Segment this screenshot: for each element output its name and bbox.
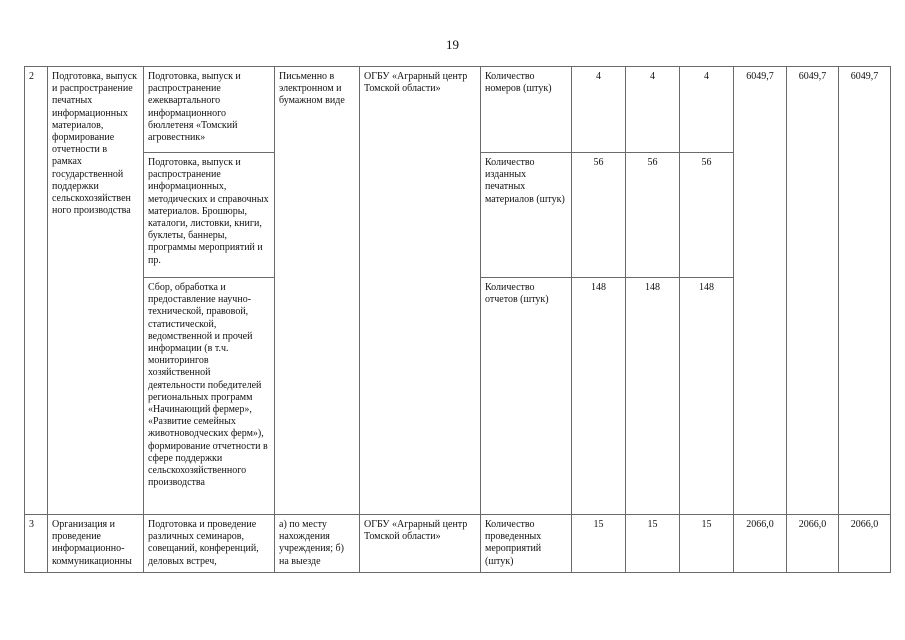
executor-cell: ОГБУ «Аграрный центр Томской области»: [360, 67, 481, 515]
value-cell: 148: [572, 278, 626, 515]
funding-cell: 2066,0: [787, 515, 839, 573]
value-cell: 148: [680, 278, 734, 515]
value-cell: 15: [572, 515, 626, 573]
funding-cell: 2066,0: [734, 515, 787, 573]
table-row: [25, 515, 891, 573]
indicator-cell: Количество отчетов (штук): [481, 278, 572, 515]
value-cell: 56: [572, 153, 626, 278]
indicator-cell: Количество номеров (штук): [481, 67, 572, 153]
program-table: [24, 66, 891, 573]
value-cell: 4: [572, 67, 626, 153]
value-cell: 15: [626, 515, 680, 573]
value-cell: 148: [626, 278, 680, 515]
row-number-cell: 2: [25, 67, 48, 515]
indicator-cell: Количество изданных печатных материалов (штук): [481, 153, 572, 278]
table-row: [25, 67, 891, 153]
event-cell: Подготовка, выпуск и распространение ежеквартального информационного бюллетеня «Томский агровестник»: [144, 67, 275, 153]
value-cell: 15: [680, 515, 734, 573]
funding-cell: 6049,7: [787, 67, 839, 515]
form-cell: а) по месту нахождения учреждения; б) на выезде: [275, 515, 360, 573]
funding-cell: 6049,7: [734, 67, 787, 515]
funding-cell: 2066,0: [839, 515, 891, 573]
direction-cell: Организация и проведение информационно-коммуникационны: [48, 515, 144, 573]
indicator-cell: Количество проведенных мероприятий (штук): [481, 515, 572, 573]
direction-cell: Подготовка, выпуск и распространение печатных информационных материалов, формирование отчетности в рамках государственной поддержки сельскохозяйствен ного производства: [48, 67, 144, 515]
executor-cell: ОГБУ «Аграрный центр Томской области»: [360, 515, 481, 573]
event-cell: Подготовка и проведение различных семинаров, совещаний, конференций, деловых встреч,: [144, 515, 275, 573]
row-number-cell: 3: [25, 515, 48, 573]
value-cell: 56: [626, 153, 680, 278]
page-number: 19: [446, 37, 459, 52]
event-cell: Сбор, обработка и предоставление научно-технической, правовой, статистической, ведомственной и прочей информации (в т.ч. мониторингов хозяйственной деятельности победителей региональных программ «Начинающий фермер», «Развитие семейных животноводческих ферм»), формирование отчетности в сфере поддержки сельскохозяйственного производства: [144, 278, 275, 515]
event-cell: Подготовка, выпуск и распространение информационных, методических и справочных материалов. Брошюры, каталоги, листовки, книги, буклеты, баннеры, программы мероприятий и пр.: [144, 153, 275, 278]
form-cell: Письменно в электронном и бумажном виде: [275, 67, 360, 515]
value-cell: 4: [680, 67, 734, 153]
value-cell: 4: [626, 67, 680, 153]
funding-cell: 6049,7: [839, 67, 891, 515]
value-cell: 56: [680, 153, 734, 278]
